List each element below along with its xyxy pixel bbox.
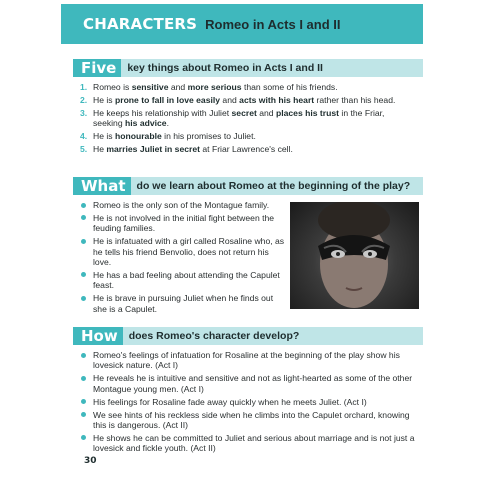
bullet-icon — [81, 296, 86, 301]
bullet-text: He reveals he is intuitive and sensitive and not as light-hearted as some of the other Montague young men. (Act I) — [93, 373, 413, 394]
how-character-develops-list — [80, 350, 416, 456]
bullet-icon — [81, 353, 86, 358]
bullet-icon — [81, 215, 86, 220]
what-list-item — [80, 200, 285, 210]
body-text: at Friar Lawrence's cell. — [200, 144, 293, 155]
body-text: . — [166, 118, 169, 129]
banner-title: CHARACTERS — [83, 15, 198, 33]
how-list-item — [80, 350, 416, 371]
bullet-text: He shows he can be committed to Juliet and serious about marriage and is not just a lovesick and fickle youth. (Act II) — [93, 432, 415, 454]
five-list-item — [80, 82, 416, 92]
bullet-text: We see hints of his reckless side when he climbs into the Capulet orchard, knowing this is dangerous. (Act II) — [93, 409, 410, 430]
bullet-icon — [81, 412, 86, 417]
bullet-icon — [81, 399, 86, 404]
what-heading-word: What — [73, 177, 131, 195]
five-list-item — [80, 131, 416, 141]
body-text: He — [93, 144, 107, 155]
list-number: 1. — [80, 82, 88, 92]
emphasis-text: honourable — [114, 131, 162, 142]
five-heading-text: key things about Romeo in Acts I and II — [127, 62, 323, 74]
emphasis-text: sensitive — [131, 82, 169, 92]
what-list-item — [80, 270, 285, 291]
body-text: in the Friar, seeking — [93, 107, 385, 129]
what-we-learn-list — [80, 200, 285, 317]
emphasis-text: places his trust — [275, 107, 340, 118]
five-list-item — [80, 108, 416, 129]
emphasis-text: marries Juliet in secret — [106, 144, 200, 155]
five-heading-word: Five — [73, 59, 121, 77]
what-section-heading — [73, 177, 423, 195]
how-section-heading — [73, 327, 423, 345]
bullet-text: He has a bad feeling about attending the Capulet feast. — [93, 269, 280, 291]
bullet-icon — [81, 272, 86, 277]
emphasis-text: secret — [231, 107, 257, 118]
how-list-item — [80, 410, 416, 431]
what-heading-text: do we learn about Romeo at the beginning of the play? — [136, 180, 411, 192]
page-number: 30 — [84, 456, 97, 466]
emphasis-text: his advice — [125, 118, 167, 129]
body-text: rather than his head. — [314, 94, 396, 105]
body-text: He is — [93, 94, 115, 105]
how-list-item — [80, 397, 416, 407]
how-heading-text: does Romeo's character develop? — [128, 330, 300, 342]
bullet-text: He is not involved in the initial fight between the feuding families. — [93, 212, 275, 234]
bullet-icon — [81, 239, 86, 244]
bullet-text: Romeo is the only son of the Montague family. — [93, 200, 270, 210]
body-text: He keeps his relationship with Juliet — [93, 107, 232, 118]
emphasis-text: more serious — [187, 82, 242, 92]
list-number: 3. — [80, 107, 88, 118]
how-list-item — [80, 433, 416, 454]
bullet-text: He is infatuated with a girl called Rosaline who, as he tells his friend Benvolio, does not return his love. — [93, 236, 285, 268]
how-heading-word: How — [73, 327, 123, 345]
list-number: 2. — [80, 94, 88, 105]
five-section-heading — [73, 59, 423, 77]
body-text: in his promises to Juliet. — [161, 131, 256, 142]
what-list-item — [80, 293, 285, 314]
bullet-icon — [81, 203, 86, 208]
five-key-things-list — [80, 82, 416, 157]
body-text: He is — [93, 131, 115, 142]
bullet-text: His feelings for Rosaline fade away quickly when he meets Juliet. (Act I) — [93, 396, 367, 407]
masked-man-photo — [290, 202, 419, 309]
emphasis-text: prone to fall in love easily — [114, 94, 221, 105]
list-number: 5. — [80, 144, 88, 155]
masked-man-illustration — [290, 202, 419, 309]
five-list-item — [80, 144, 416, 154]
body-text: Romeo is — [93, 82, 132, 92]
banner-subtitle: Romeo in Acts I and II — [205, 16, 341, 32]
emphasis-text: acts with his heart — [239, 94, 315, 105]
body-text: and — [256, 107, 276, 118]
what-list-item — [80, 213, 285, 234]
body-text: than some of his friends. — [241, 82, 338, 92]
bullet-text: Romeo's feelings of infatuation for Rosaline at the beginning of the play show his lovesick nature. (Act I) — [93, 350, 400, 371]
bullet-icon — [81, 435, 86, 440]
body-text: and — [168, 82, 188, 92]
how-list-item — [80, 373, 416, 394]
list-number: 4. — [80, 131, 88, 142]
bullet-icon — [81, 376, 86, 381]
chapter-banner — [61, 4, 423, 44]
body-text: and — [220, 94, 240, 105]
what-list-item — [80, 236, 285, 267]
five-list-item — [80, 95, 416, 105]
bullet-text: He is brave in pursuing Juliet when he finds out she is a Capulet. — [93, 293, 274, 314]
